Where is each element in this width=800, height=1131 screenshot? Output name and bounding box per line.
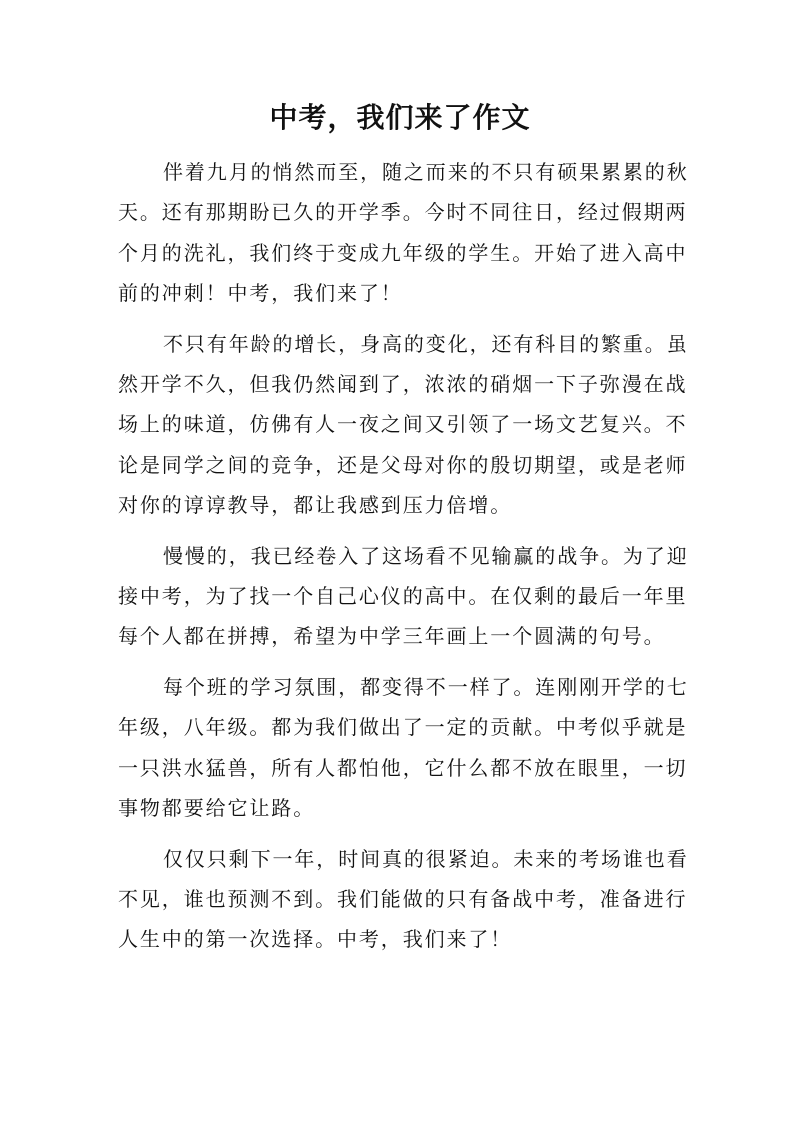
paragraph-line: 每个班的学习氛围，都变得不一样了。连刚刚开学的七	[163, 674, 689, 699]
paragraph-line: 一只洪水猛兽，所有人都怕他，它什么都不放在眼里，一切	[118, 755, 688, 780]
paragraph-1	[118, 152, 688, 314]
paragraph-line: 仅仅只剩下一年，时间真的很紧迫。未来的考场谁也看	[163, 846, 689, 871]
paragraph-line: 不见，谁也预测不到。我们能做的只有备战中考，准备进行	[118, 886, 688, 911]
paragraph-4	[118, 667, 688, 829]
paragraph-line: 人生中的第一次选择。中考，我们来了！	[118, 927, 513, 952]
paragraph-line: 每个人都在拼搏，希望为中学三年画上一个圆满的句号。	[118, 624, 666, 649]
paragraph-2	[118, 324, 688, 526]
paragraph-line: 个月的洗礼，我们终于变成九年级的学生。开始了进入高中	[118, 240, 688, 265]
paragraph-line: 不只有年龄的增长，身高的变化，还有科目的繁重。虽	[163, 331, 689, 356]
paragraph-3	[118, 536, 688, 657]
paragraph-line: 然开学不久，但我仍然闻到了，浓浓的硝烟一下子弥漫在战	[118, 372, 688, 397]
paragraph-line: 接中考，为了找一个自己心仪的高中。在仅剩的最后一年里	[118, 584, 688, 609]
essay-body	[118, 152, 688, 970]
paragraph-line: 年级，八年级。都为我们做出了一定的贡献。中考似乎就是	[118, 715, 688, 740]
paragraph-line: 论是同学之间的竞争，还是父母对你的殷切期望，或是老师	[118, 452, 688, 477]
paragraph-line: 伴着九月的悄然而至，随之而来的不只有硕果累累的秋	[163, 160, 689, 184]
paragraph-line: 事物都要给它让路。	[118, 796, 316, 821]
paragraph-line: 场上的味道，仿佛有人一夜之间又引领了一场文艺复兴。不	[118, 412, 688, 437]
paragraph-5	[118, 839, 688, 960]
paragraph-line: 天。还有那期盼已久的开学季。今时不同往日，经过假期两	[118, 200, 688, 225]
paragraph-line: 对你的谆谆教导，都让我感到压力倍增。	[118, 493, 513, 518]
paragraph-line: 前的冲刺！中考，我们来了！	[118, 281, 403, 306]
document-title: 中考，我们来了作文	[269, 101, 531, 134]
paragraph-line: 慢慢的，我已经卷入了这场看不见输赢的战争。为了迎	[163, 543, 689, 568]
